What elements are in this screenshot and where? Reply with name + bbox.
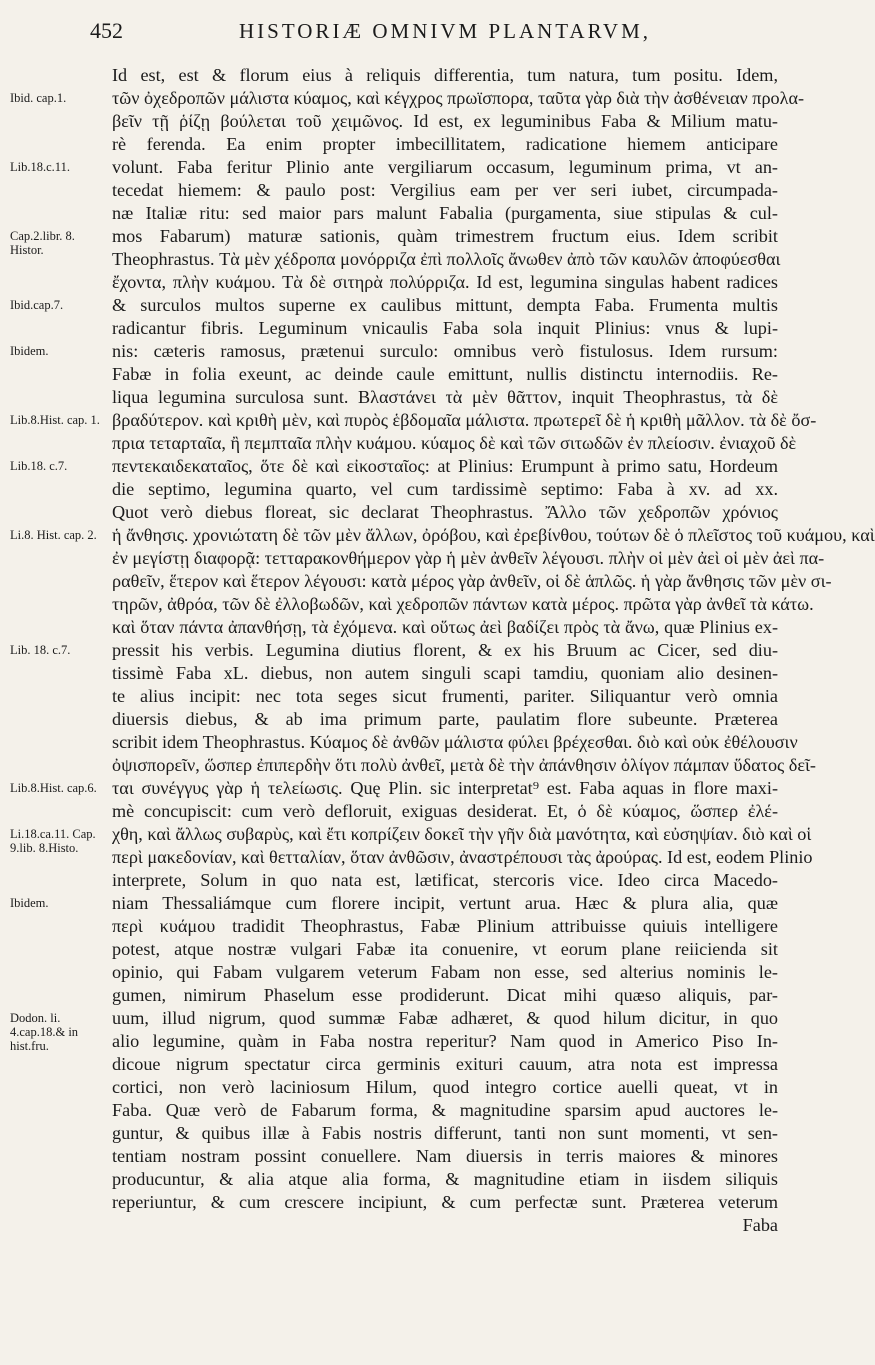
text-line: rè ferenda. Ea enim propter imbecillitatem, radicatione hiemem anticipare	[112, 134, 778, 154]
text-line: βεῖν τῇ ῥίζῃ βούλεται τοῦ χειμῶνος. Id est, ex leguminibus Faba & Milium matu-	[112, 111, 778, 131]
text-line: mos Fabarum) maturæ sationis, quàm trimestrem fructum eius. Idem scribit	[112, 226, 778, 246]
text-line: χθη, καὶ ἄλλως συβαρὺς, καὶ ἔτι κοπρίζειν δοκεῖ τὴν γῆν διὰ μανότητα, καὶ εὐσηψίαν. διὸ καὶ οἱ	[112, 824, 812, 844]
margin-note: Ibid.cap.7.	[10, 298, 64, 312]
text-line: Faba. Quæ verò de Fabarum forma, & magnitudine sparsim apud auctores le-	[112, 1100, 778, 1120]
text-line: tecedat hiemem: & paulo post: Vergilius eam per ver seri iubet, circumpada-	[112, 180, 778, 200]
text-line: Fabæ in folia exeunt, ac deinde caule emittunt, nullis distinctu internodiis. Re-	[112, 364, 778, 384]
text-line: potest, atque nostræ vulgari Fabæ ita conuenire, vt eorum plane reiicienda sit	[112, 939, 778, 959]
text-line: volunt. Faba feritur Plinio ante vergiliarum occasum, leguminum prima, vt an-	[112, 157, 778, 177]
text-line: nis: cæteris ramosus, prætenui surculo: omnibus verò fistulosus. Idem rursum:	[112, 341, 778, 361]
running-head: HISTORIÆ OMNIVM PLANTARVM,	[238, 19, 652, 43]
text-line: ται συνέγγυς γὰρ ἡ τελείωσις. Quę Plin. sic interpretat⁹ est. Faba aquas in flore maxi-	[112, 778, 778, 798]
text-line: βραδύτερον. καὶ κριθὴ μὲν, καὶ πυρὸς ἑβδομαῖα μάλιστα. πρωτερεῖ δὲ ἡ κριθὴ μᾶλλον. τὰ δὲ ὄσ-	[112, 410, 817, 430]
text-line: ὀψισπορεῖν, ὥσπερ ἐπιπερδὴν ὅτι πολὺ ἀνθεῖ, μετὰ δὲ τὴν ἀπάνθησιν ὀλίγον πάμπαν ὕδατος δεῖ-	[112, 755, 816, 775]
text-line: ἐν μεγίστῃ διαφορᾷ: τετταρακονθήμερον γὰρ ἡ μὲν ἀνθεῖν λέγουσι. πλὴν οἱ μὲν ἀεὶ οἱ μὲν ἀεὶ πα-	[112, 548, 825, 568]
text-line: τηρῶν, ἀθρόα, τῶν δὲ ἐλλοβωδῶν, καὶ χεδροπῶν πάντων κατὰ μέρος. πρῶτα γὰρ ἀνθεῖ τὰ κάτω.	[112, 594, 814, 614]
text-line: dicoue nigrum spectatur circa germinis exituri cauum, atra nota est impressa	[112, 1054, 778, 1074]
text-line: Quot verò diebus floreat, sic declarat Theophrastus. Ἄλλο τῶν χεδροπῶν χρόνιος	[112, 502, 778, 522]
text-line: πεντεκαιδεκαταῖος, ὅτε δὲ καὶ εἰκοσταῖος: at Plinius: Erumpunt à primo satu, Hordeum	[112, 456, 778, 476]
margin-note: Lib.18. c.7.	[10, 459, 68, 473]
text-line: te alius incipit: nec tota seges sicut frumenti, pariter. Siliquantur verò omnia	[112, 686, 778, 706]
text-line: & surculos multos superne ex caulibus mittunt, dempta Faba. Frumenta multis	[112, 295, 778, 315]
margin-note: Dodon. li. 4.cap.18.& in hist.fru.	[10, 1011, 79, 1053]
text-line: opinio, qui Fabam vulgarem veterum Fabam non esse, sed alterius nominis le-	[112, 962, 778, 982]
text-line: ραθεῖν, ἕτερον καὶ ἕτερον λέγουσι: κατὰ μέρος γὰρ ἀνθεῖν, οἱ δὲ ἁπλῶς. ἡ γὰρ ἄνθησις τῶν μὲν σι-	[112, 571, 832, 591]
margin-note: Lib.8.Hist. cap. 1.	[10, 413, 100, 427]
text-line: pressit his verbis. Legumina diutius florent, & ex his Bruum ac Cicer, sed diu-	[112, 640, 778, 660]
text-line: interprete, Solum in quo nata est, lætificat, stercoris vice. Ideo circa Macedo-	[112, 870, 778, 890]
main-text	[112, 64, 875, 1237]
text-line: liqua legumina surculosa sunt. Βλαστάνει τὰ μὲν θᾶττον, inquit Theophrastus, τὰ δὲ	[112, 387, 778, 407]
text-line: τῶν ὀχεδροπῶν μάλιστα κύαμος, καὶ κέγχρος πρωϊσπορα, ταῦτα γὰρ διὰ τὴν ἀσθένειαν προλα-	[112, 88, 805, 108]
text-line: Theophrastus. Τὰ μὲν χέδροπα μονόρριζα ἐπὶ πολλοῖς ἄνωθεν ἀπὸ τῶν καυλῶν ἀποφύεσθαι	[112, 249, 781, 269]
page-number: 452	[90, 18, 123, 43]
text-line: πρια τεταρταῖα, ἢ πεμπταῖα πλὴν κυάμου. κύαμος δὲ καὶ τῶν σιτωδῶν ἐν πλείοσιν. ἐνιαχοῦ δὲ	[112, 433, 797, 453]
text-line: ἡ ἄνθησις. χρονιώτατη δὲ τῶν μὲν ἄλλων, ὀρόβου, καὶ ἐρεβίνθου, τούτων δὲ ὁ πλεῖστος τοῦ κυάμου, καὶ	[112, 525, 875, 545]
margin-note: Ibidem.	[10, 896, 49, 910]
margin-note: Lib. 18. c.7.	[10, 643, 71, 657]
margin-note: Li.8. Hist. cap. 2.	[10, 528, 97, 542]
text-line: næ Italiæ ritu: sed maior pars malunt Fabalia (purgamenta, siue stipulas & cul-	[112, 203, 778, 223]
margin-note: Lib.8.Hist. cap.6.	[10, 781, 97, 795]
text-line: die septimo, legumina quarto, vel cum tardissimè septimo: Faba à xv. ad xx.	[112, 479, 778, 499]
text-line: scribit idem Theophrastus. Κύαμος δὲ ἀνθῶν μάλιστα φύλει βρέχεσθαι. διὸ καὶ οὐκ ἐθέλουσιν	[112, 732, 798, 752]
text-line: Faba	[742, 1215, 778, 1235]
text-line: Id est, est & florum eius à reliquis differentia, tum natura, tum positu. Idem,	[112, 65, 778, 85]
text-line: mè concupiscit: cum verò defloruit, exiguas desiderat. Et, ὁ δὲ κύαμος, ὥσπερ ἐλέ-	[112, 801, 778, 821]
margin-note: Ibidem.	[10, 344, 49, 358]
text-line: cortici, non verò laciniosum Hilum, quod integro cortice auelli queat, vt in	[112, 1077, 778, 1097]
text-line: ἔχοντα, πλὴν κυάμου. Τὰ δὲ σιτηρὰ πολύρριζα. Id est, legumina singulas habent radices	[112, 272, 778, 292]
margin-note: Ibid. cap.1.	[10, 91, 67, 105]
page-header	[90, 18, 740, 44]
margin-note: Lib.18.c.11.	[10, 160, 70, 174]
margin-note: Cap.2.libr. 8. Histor.	[10, 229, 75, 257]
text-line: producuntur, & alia atque alia forma, & magnitudine etiam in iisdem siliquis	[112, 1169, 778, 1189]
text-line: περὶ μακεδονίαν, καὶ θετταλίαν, ὅταν ἀνθῶσιν, ἀναστρέπουσι τὰς ἀρούρας. Id est, eodem Plinio	[112, 847, 813, 867]
text-line: tissimè Faba xL. diebus, non autem singuli scapi tamdiu, quoniam alio desinen-	[112, 663, 778, 683]
text-line: radicantur fibris. Leguminum vnicaulis Faba sola inquit Plinius: vnus & lupi-	[112, 318, 778, 338]
text-line: tentiam nostram possint conuellere. Nam diuersis in terris maiores & minores	[112, 1146, 778, 1166]
text-line: diuersis diebus, & ab ima primum parte, paulatim flore subeunte. Præterea	[112, 709, 778, 729]
text-line: καὶ ὅταν πάντα ἀπανθήσῃ, τὰ ἐχόμενα. καὶ οὕτως ἀεὶ βαδίζει πρὸς τὰ ἄνω, quæ Plinius ex-	[112, 617, 778, 637]
text-line: guntur, & quibus illæ à Fabis nostris differunt, tanti non sunt momenti, vt sen-	[112, 1123, 778, 1143]
text-line: uum, illud nigrum, quod summæ Fabæ adhæret, & quod hilum dicitur, in quo	[112, 1008, 778, 1028]
text-line: niam Thessaliámque cum florere incipit, vertunt arua. Hæc & plura alia, quæ	[112, 893, 778, 913]
margin-note: Li.18.ca.11. Cap. 9.lib. 8.Histo.	[10, 827, 96, 855]
text-line: reperiuntur, & cum crescere incipiunt, & cum perfectæ sunt. Præterea veterum	[112, 1192, 778, 1212]
text-line: gumen, nimirum Phaselum esse prodiderunt. Dicat mihi quæso aliquis, par-	[112, 985, 778, 1005]
text-line: alio legumine, quàm in Faba nostra reperitur? Nam quod in Americo Piso In-	[112, 1031, 778, 1051]
text-line: περὶ κυάμου tradidit Theophrastus, Fabæ Plinium attribuisse quiuis intelligere	[112, 916, 778, 936]
